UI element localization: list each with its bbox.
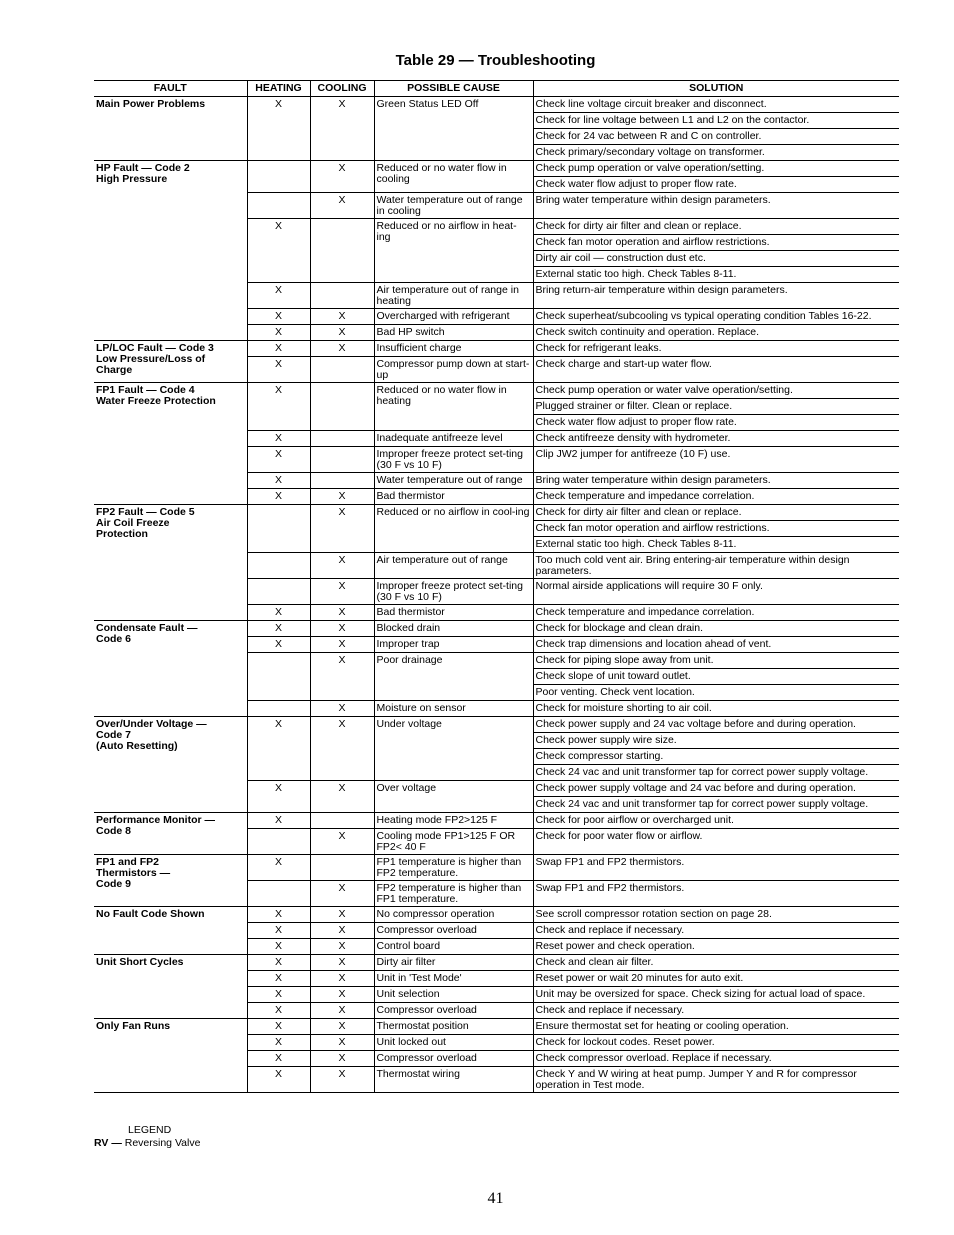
solution-cell: Check and replace if necessary.: [533, 923, 899, 939]
possible-cause-cell: Bad HP switch: [374, 325, 533, 341]
cooling-mark: X: [310, 1003, 374, 1019]
possible-cause-cell: Moisture on sensor: [374, 701, 533, 717]
solution-cell: Check for line voltage between L1 and L2 on the contactor.: [533, 113, 899, 129]
solution-cell: Check for poor airflow or overcharged unit.: [533, 813, 899, 829]
possible-cause-cell: Compressor overload: [374, 1003, 533, 1019]
cooling-mark: X: [310, 923, 374, 939]
cooling-mark: X: [310, 637, 374, 653]
heating-mark: [247, 193, 310, 219]
solution-cell: External static too high. Check Tables 8-11.: [533, 267, 899, 283]
cooling-mark: [310, 357, 374, 383]
possible-cause-cell: Blocked drain: [374, 621, 533, 637]
solution-cell: Check temperature and impedance correlation.: [533, 605, 899, 621]
cooling-mark: X: [310, 97, 374, 161]
troubleshooting-table-container: [94, 80, 899, 1093]
cooling-mark: [310, 813, 374, 829]
heating-mark: X: [247, 621, 310, 637]
cooling-mark: X: [310, 553, 374, 579]
cooling-mark: X: [310, 717, 374, 781]
possible-cause-cell: Reduced or no airflow in heat-ing: [374, 219, 533, 283]
table-row: [94, 621, 899, 637]
solution-cell: Check trap dimensions and location ahead of vent.: [533, 637, 899, 653]
heating-mark: X: [247, 309, 310, 325]
possible-cause-cell: Over voltage: [374, 781, 533, 813]
solution-cell: Reset power and check operation.: [533, 939, 899, 955]
possible-cause-cell: Compressor overload: [374, 923, 533, 939]
possible-cause-cell: Reduced or no water flow in cooling: [374, 161, 533, 193]
possible-cause-cell: Reduced or no water flow in heating: [374, 383, 533, 431]
heating-mark: X: [247, 781, 310, 813]
header-heating: HEATING: [247, 81, 310, 97]
solution-cell: Check for dirty air filter and clean or replace.: [533, 219, 899, 235]
possible-cause-cell: Improper trap: [374, 637, 533, 653]
solution-cell: Check and clean air filter.: [533, 955, 899, 971]
solution-cell: Check for dirty air filter and clean or replace.: [533, 505, 899, 521]
troubleshooting-table: [94, 80, 899, 1093]
possible-cause-cell: Cooling mode FP1>125 F OR FP2< 40 F: [374, 829, 533, 855]
table-row: [94, 813, 899, 829]
possible-cause-cell: Unit in 'Test Mode': [374, 971, 533, 987]
possible-cause-cell: Improper freeze protect set-ting (30 F vs 10 F): [374, 447, 533, 473]
heating-mark: X: [247, 939, 310, 955]
heating-mark: X: [247, 971, 310, 987]
possible-cause-cell: Water temperature out of range: [374, 473, 533, 489]
solution-cell: Check temperature and impedance correlation.: [533, 489, 899, 505]
cooling-mark: X: [310, 971, 374, 987]
solution-cell: Check for poor water flow or airflow.: [533, 829, 899, 855]
solution-cell: Swap FP1 and FP2 thermistors.: [533, 855, 899, 881]
solution-cell: Check primary/secondary voltage on transformer.: [533, 145, 899, 161]
heating-mark: X: [247, 447, 310, 473]
legend-abbr: RV —: [94, 1137, 122, 1149]
solution-cell: Check for lockout codes. Reset power.: [533, 1035, 899, 1051]
cooling-mark: X: [310, 325, 374, 341]
fault-cell: Unit Short Cycles: [94, 955, 247, 1019]
table-row: [94, 383, 899, 399]
solution-cell: Bring return-air temperature within design parameters.: [533, 283, 899, 309]
cooling-mark: [310, 431, 374, 447]
heating-mark: X: [247, 1051, 310, 1067]
solution-cell: Check for piping slope away from unit.: [533, 653, 899, 669]
page-number: 41: [487, 1190, 504, 1207]
solution-cell: Bring water temperature within design parameters.: [533, 193, 899, 219]
cooling-mark: [310, 383, 374, 431]
heating-mark: X: [247, 325, 310, 341]
legend-title: LEGEND: [128, 1124, 172, 1136]
fault-cell: FP2 Fault — Code 5 Air Coil Freeze Protection: [94, 505, 247, 621]
cooling-mark: X: [310, 907, 374, 923]
heating-mark: X: [247, 1019, 310, 1035]
legend-entry: [94, 1137, 200, 1150]
heating-mark: [247, 553, 310, 579]
solution-cell: Check switch continuity and operation. Replace.: [533, 325, 899, 341]
solution-cell: External static too high. Check Tables 8-11.: [533, 537, 899, 553]
header-cooling: COOLING: [310, 81, 374, 97]
cooling-mark: X: [310, 193, 374, 219]
possible-cause-cell: Inadequate antifreeze level: [374, 431, 533, 447]
solution-cell: Check fan motor operation and airflow restrictions.: [533, 521, 899, 537]
heating-mark: X: [247, 923, 310, 939]
solution-cell: Reset power or wait 20 minutes for auto exit.: [533, 971, 899, 987]
heating-mark: [247, 829, 310, 855]
possible-cause-cell: Reduced or no airflow in cool-ing: [374, 505, 533, 553]
heating-mark: X: [247, 813, 310, 829]
heating-mark: X: [247, 431, 310, 447]
heating-mark: X: [247, 97, 310, 161]
fault-cell: Main Power Problems: [94, 97, 247, 161]
cooling-mark: X: [310, 621, 374, 637]
table-row: [94, 955, 899, 971]
cooling-mark: X: [310, 987, 374, 1003]
heating-mark: [247, 881, 310, 907]
possible-cause-cell: Air temperature out of range in heating: [374, 283, 533, 309]
cooling-mark: [310, 283, 374, 309]
cooling-mark: X: [310, 505, 374, 553]
possible-cause-cell: No compressor operation: [374, 907, 533, 923]
solution-cell: Check Y and W wiring at heat pump. Jumper Y and R for compressor operation in Test mode.: [533, 1067, 899, 1093]
solution-cell: Check fan motor operation and airflow restrictions.: [533, 235, 899, 251]
solution-cell: Unit may be oversized for space. Check sizing for actual load of space.: [533, 987, 899, 1003]
heating-mark: [247, 505, 310, 553]
header-solution: SOLUTION: [533, 81, 899, 97]
cooling-mark: X: [310, 881, 374, 907]
cooling-mark: X: [310, 653, 374, 701]
table-row: [94, 855, 899, 881]
cooling-mark: [310, 473, 374, 489]
cooling-mark: [310, 219, 374, 283]
solution-cell: Check for moisture shorting to air coil.: [533, 701, 899, 717]
possible-cause-cell: Bad thermistor: [374, 489, 533, 505]
fault-cell: Over/Under Voltage — Code 7 (Auto Resetting): [94, 717, 247, 813]
solution-cell: Check compressor starting.: [533, 749, 899, 765]
possible-cause-cell: FP2 temperature is higher than FP1 temperature.: [374, 881, 533, 907]
solution-cell: Check 24 vac and unit transformer tap for correct power supply voltage.: [533, 797, 899, 813]
heating-mark: X: [247, 855, 310, 881]
heating-mark: [247, 161, 310, 193]
possible-cause-cell: Air temperature out of range: [374, 553, 533, 579]
cooling-mark: X: [310, 829, 374, 855]
solution-cell: Check charge and start-up water flow.: [533, 357, 899, 383]
fault-cell: No Fault Code Shown: [94, 907, 247, 955]
cooling-mark: X: [310, 161, 374, 193]
cooling-mark: X: [310, 1019, 374, 1035]
possible-cause-cell: Heating mode FP2>125 F: [374, 813, 533, 829]
cooling-mark: X: [310, 955, 374, 971]
solution-cell: Too much cold vent air. Bring entering-air temperature within design parameters.: [533, 553, 899, 579]
solution-cell: Check and replace if necessary.: [533, 1003, 899, 1019]
header-fault: FAULT: [94, 81, 247, 97]
possible-cause-cell: Unit selection: [374, 987, 533, 1003]
cooling-mark: X: [310, 579, 374, 605]
fault-cell: Condensate Fault — Code 6: [94, 621, 247, 717]
possible-cause-cell: Thermostat position: [374, 1019, 533, 1035]
heating-mark: [247, 701, 310, 717]
cooling-mark: [310, 447, 374, 473]
cooling-mark: X: [310, 939, 374, 955]
heating-mark: X: [247, 907, 310, 923]
fault-cell: Performance Monitor — Code 8: [94, 813, 247, 855]
solution-cell: Check compressor overload. Replace if necessary.: [533, 1051, 899, 1067]
cooling-mark: X: [310, 309, 374, 325]
heating-mark: X: [247, 489, 310, 505]
heating-mark: X: [247, 341, 310, 357]
table-row: [94, 161, 899, 177]
possible-cause-cell: Water temperature out of range in cooling: [374, 193, 533, 219]
table-title: Table 29 — Troubleshooting: [395, 52, 596, 69]
legend: [94, 1124, 200, 1150]
possible-cause-cell: FP1 temperature is higher than FP2 temperature.: [374, 855, 533, 881]
solution-cell: Dirty air coil — construction dust etc.: [533, 251, 899, 267]
possible-cause-cell: Compressor pump down at start-up: [374, 357, 533, 383]
heating-mark: X: [247, 383, 310, 431]
solution-cell: Check for blockage and clean drain.: [533, 621, 899, 637]
header-possible-cause: POSSIBLE CAUSE: [374, 81, 533, 97]
possible-cause-cell: Overcharged with refrigerant: [374, 309, 533, 325]
solution-cell: Check antifreeze density with hydrometer.: [533, 431, 899, 447]
solution-cell: Check power supply wire size.: [533, 733, 899, 749]
heating-mark: X: [247, 283, 310, 309]
fault-cell: HP Fault — Code 2 High Pressure: [94, 161, 247, 341]
solution-cell: Check pump operation or valve operation/setting.: [533, 161, 899, 177]
table-row: [94, 505, 899, 521]
solution-cell: Check superheat/subcooling vs typical operating condition Tables 16-22.: [533, 309, 899, 325]
solution-cell: Swap FP1 and FP2 thermistors.: [533, 881, 899, 907]
possible-cause-cell: Unit locked out: [374, 1035, 533, 1051]
table-row: [94, 1019, 899, 1035]
possible-cause-cell: Compressor overload: [374, 1051, 533, 1067]
cooling-mark: X: [310, 1051, 374, 1067]
table-row: [94, 341, 899, 357]
table-row: [94, 717, 899, 733]
possible-cause-cell: Poor drainage: [374, 653, 533, 701]
heating-mark: X: [247, 637, 310, 653]
cooling-mark: X: [310, 1067, 374, 1093]
possible-cause-cell: Under voltage: [374, 717, 533, 781]
possible-cause-cell: Thermostat wiring: [374, 1067, 533, 1093]
cooling-mark: X: [310, 341, 374, 357]
fault-cell: FP1 Fault — Code 4 Water Freeze Protection: [94, 383, 247, 505]
possible-cause-cell: Green Status LED Off: [374, 97, 533, 161]
heating-mark: X: [247, 219, 310, 283]
possible-cause-cell: Insufficient charge: [374, 341, 533, 357]
fault-cell: Only Fan Runs: [94, 1019, 247, 1093]
solution-cell: Check for refrigerant leaks.: [533, 341, 899, 357]
solution-cell: Plugged strainer or filter. Clean or replace.: [533, 399, 899, 415]
solution-cell: Clip JW2 jumper for antifreeze (10 F) use.: [533, 447, 899, 473]
solution-cell: See scroll compressor rotation section on page 28.: [533, 907, 899, 923]
cooling-mark: X: [310, 781, 374, 813]
solution-cell: Check line voltage circuit breaker and disconnect.: [533, 97, 899, 113]
fault-cell: LP/LOC Fault — Code 3 Low Pressure/Loss of Charge: [94, 341, 247, 383]
solution-cell: Poor venting. Check vent location.: [533, 685, 899, 701]
heating-mark: X: [247, 1003, 310, 1019]
heating-mark: X: [247, 1067, 310, 1093]
header-row: [94, 81, 899, 97]
solution-cell: Check power supply voltage and 24 vac before and during operation.: [533, 781, 899, 797]
solution-cell: Check power supply and 24 vac voltage before and during operation.: [533, 717, 899, 733]
solution-cell: Normal airside applications will require 30 F only.: [533, 579, 899, 605]
solution-cell: Ensure thermostat set for heating or cooling operation.: [533, 1019, 899, 1035]
table-row: [94, 907, 899, 923]
heating-mark: X: [247, 357, 310, 383]
possible-cause-cell: Dirty air filter: [374, 955, 533, 971]
heating-mark: [247, 653, 310, 701]
cooling-mark: X: [310, 605, 374, 621]
cooling-mark: [310, 855, 374, 881]
solution-cell: Check water flow adjust to proper flow rate.: [533, 415, 899, 431]
solution-cell: Check 24 vac and unit transformer tap for correct power supply voltage.: [533, 765, 899, 781]
table-body: [94, 97, 899, 1093]
heating-mark: X: [247, 955, 310, 971]
possible-cause-cell: Improper freeze protect set-ting (30 F vs 10 F): [374, 579, 533, 605]
heating-mark: [247, 579, 310, 605]
heating-mark: X: [247, 1035, 310, 1051]
solution-cell: Check for 24 vac between R and C on controller.: [533, 129, 899, 145]
solution-cell: Check slope of unit toward outlet.: [533, 669, 899, 685]
possible-cause-cell: Bad thermistor: [374, 605, 533, 621]
cooling-mark: X: [310, 701, 374, 717]
heating-mark: X: [247, 987, 310, 1003]
table-row: [94, 97, 899, 113]
cooling-mark: X: [310, 1035, 374, 1051]
legend-text: Reversing Valve: [124, 1137, 201, 1149]
heating-mark: X: [247, 605, 310, 621]
possible-cause-cell: Control board: [374, 939, 533, 955]
solution-cell: Check water flow adjust to proper flow rate.: [533, 177, 899, 193]
cooling-mark: X: [310, 489, 374, 505]
fault-cell: FP1 and FP2 Thermistors — Code 9: [94, 855, 247, 907]
heating-mark: X: [247, 473, 310, 489]
heating-mark: X: [247, 717, 310, 781]
solution-cell: Bring water temperature within design parameters.: [533, 473, 899, 489]
solution-cell: Check pump operation or water valve operation/setting.: [533, 383, 899, 399]
